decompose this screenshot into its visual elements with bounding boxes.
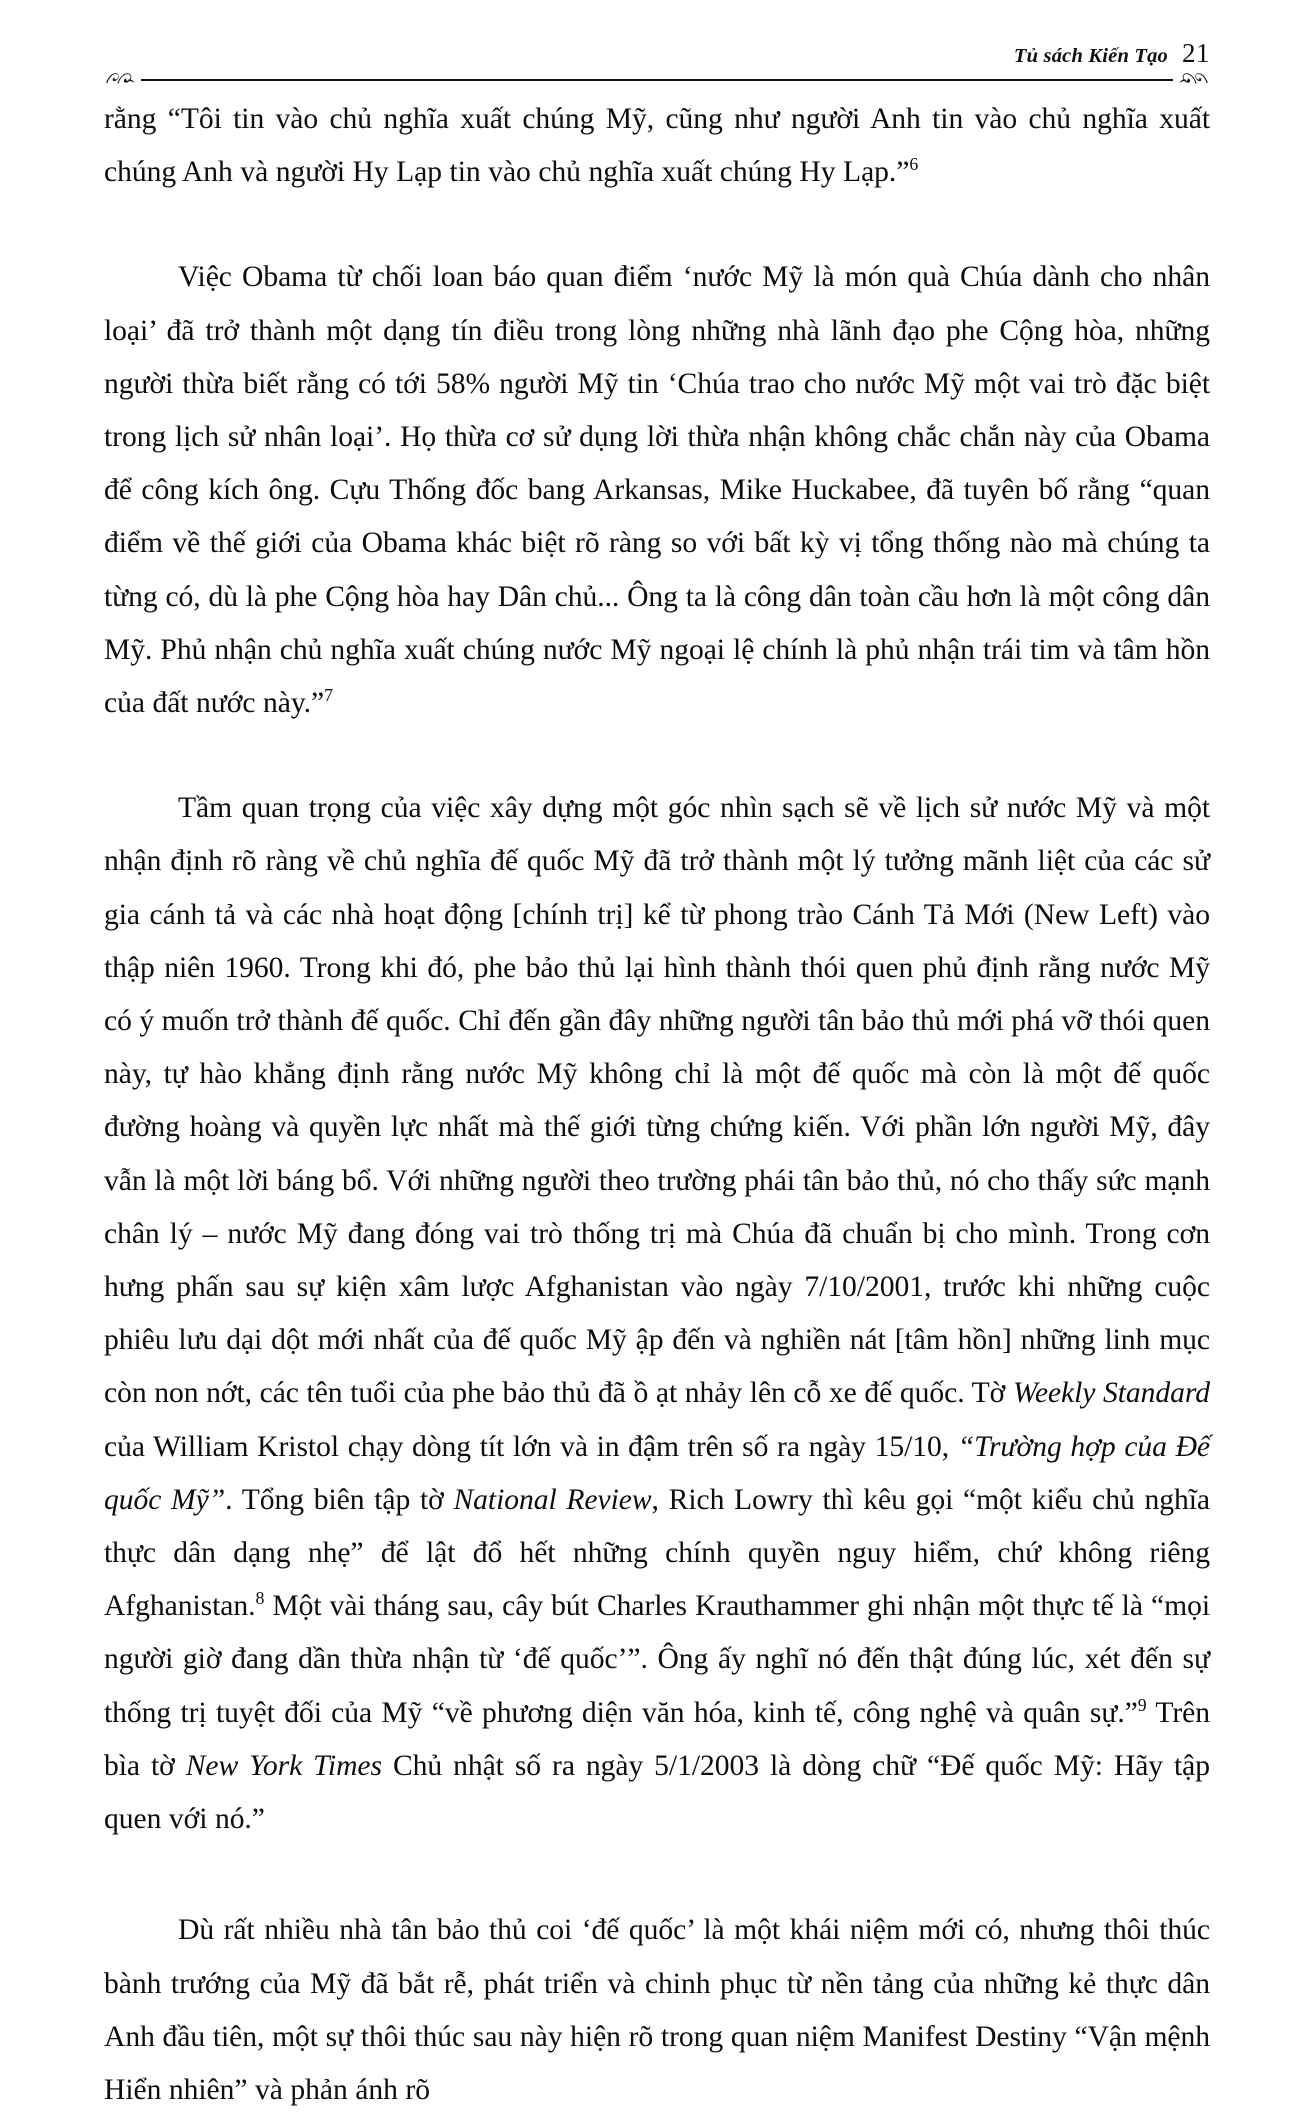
paragraph-2: Việc Obama từ chối loan báo quan điểm ‘nước Mỹ là món quà Chúa dành cho nhân loại’ đã trở thành một dạng tín điều trong lòng những nhà lãnh đạo phe Cộng hòa, những người thừa biết rằng có tới 58% người Mỹ tin ‘Chúa trao cho nước Mỹ một vai trò đặc biệt trong lịch sử nhân loại’. Họ thừa cơ sử dụng lời thừa nhận không chắc chắn này của Obama để công kích ông. Cựu Thống đốc bang Arkansas, Mike Huckabee, đã tuyên bố rằng “quan điểm về thế giới của Obama khác biệt rõ ràng so với bất kỳ vị tổng thống nào mà chúng ta từng có, dù là phe Cộng hòa hay Dân chủ... Ông ta là công dân toàn cầu hơn là một công dân Mỹ. Phủ nhận chủ nghĩa xuất chúng nước Mỹ ngoại lệ chính là phủ nhận trái tim và tâm hồn của đất nước này.”$^7$	[104, 261, 1210, 720]
header-rule	[104, 68, 1210, 90]
running-head-text	[1014, 38, 1210, 69]
horizontal-rule	[141, 79, 1173, 81]
flourish-ornament-icon	[104, 69, 138, 89]
body-text-column	[104, 93, 1210, 2117]
paragraph-1: rằng “Tôi tin vào chủ nghĩa xuất chúng Mỹ, cũng như người Anh tin vào chủ nghĩa xuất chúng Anh và người Hy Lạp tin vào chủ nghĩa xuất chúng Hy Lạp.”$^6$	[104, 103, 1210, 189]
flourish-ornament-mirrored-icon	[1176, 69, 1210, 89]
page-number: 21	[1182, 38, 1210, 68]
paragraph-4: Dù rất nhiều nhà tân bảo thủ coi ‘đế quốc’ là một khái niệm mới có, nhưng thôi thúc bành trướng của Mỹ đã bắt rễ, phát triển và chinh phục từ nền tảng của những kẻ thực dân Anh đầu tiên, một sự thôi thúc sau này hiện rõ trong quan niệm Manifest Destiny “Vận mệnh Hiển nhiên” và phản ánh rõ	[104, 1914, 1210, 2106]
series-title: Tủ sách Kiến Tạo	[1013, 45, 1168, 67]
paragraph-3: Tầm quan trọng của việc xây dựng một góc nhìn sạch sẽ về lịch sử nước Mỹ và một nhận định rõ ràng về chủ nghĩa đế quốc Mỹ đã trở thành một lý tưởng mãnh liệt của các sử gia cánh tả và các nhà hoạt động [chính trị] kể từ phong trào Cánh Tả Mới (New Left) vào thập niên 1960. Trong khi đó, phe bảo thủ lại hình thành thói quen phủ định rằng nước Mỹ có ý muốn trở thành đế quốc. Chỉ đến gần đây những người tân bảo thủ mới phá vỡ thói quen này, tự hào khẳng định rằng nước Mỹ không chỉ là một đế quốc mà còn là một đế quốc đường hoàng và quyền lực nhất mà thế giới từng chứng kiến. Với phần lớn người Mỹ, đây vẫn là một lời báng bổ. Với những người theo trường phái tân bảo thủ, nó cho thấy sức mạnh chân lý – nước Mỹ đang đóng vai trò thống trị mà Chúa đã chuẩn bị cho mình. Trong cơn hưng phấn sau sự kiện xâm lược Afghanistan vào ngày 7/10/2001, trước khi những cuộc phiêu lưu dại dột mới nhất của đế quốc Mỹ ập đến và nghiền nát [tâm hồn] những linh mục còn non nớt, các tên tuổi của phe bảo thủ đã ồ ạt nhảy lên cỗ xe đế quốc. Tờ Weekly Standard của William Kristol chạy dòng tít lớn và in đậm trên số ra ngày 15/10, “Trường hợp của Đế quốc Mỹ”. Tổng biên tập tờ National Review, Rich Lowry thì kêu gọi “một kiểu chủ nghĩa thực dân dạng nhẹ” để lật đổ hết những chính quyền nguy hiểm, chứ không riêng Afghanistan.$^8$ Một vài tháng sau, cây bút Charles Krauthammer ghi nhận một thực tế là “mọi người giờ đang dần thừa nhận từ ‘đế quốc’”. Ông ấy nghĩ nó đến thật đúng lúc, xét đến sự thống trị tuyệt đối của Mỹ “về phương diện văn hóa, kinh tế, công nghệ và quân sự.”$^9$ Trên bìa tờ New York Times Chủ nhật số ra ngày 5/1/2003 là dòng chữ “Đế quốc Mỹ: Hãy tập quen với nó.”	[104, 792, 1211, 1836]
